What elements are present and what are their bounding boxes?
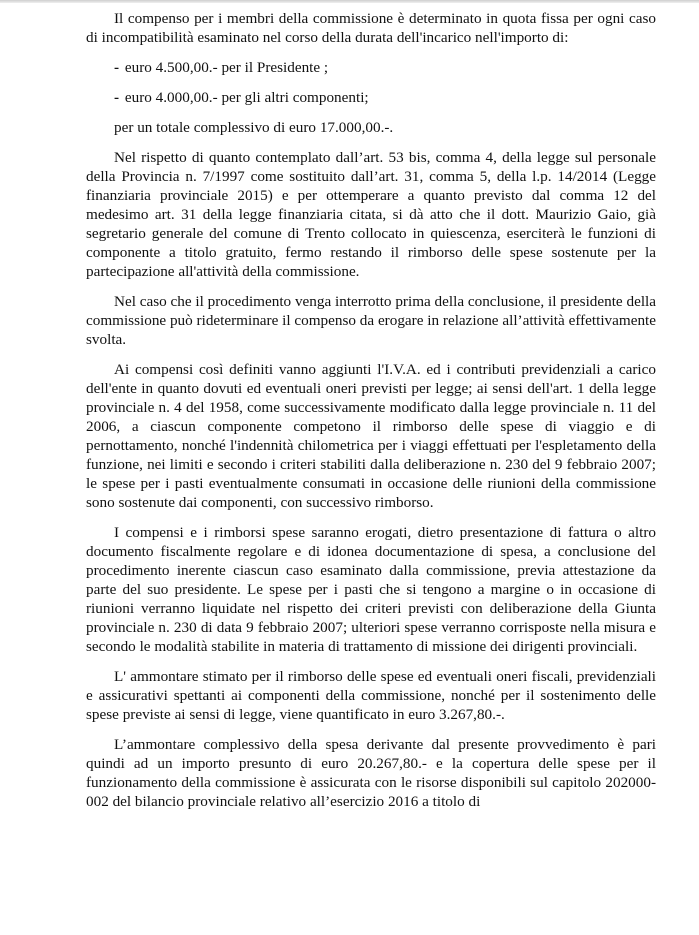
list-bullet: - xyxy=(114,89,120,106)
paragraph-art-53-bis: Nel rispetto di quanto contemplato dall’art. 53 bis, comma 4, della legge sul personale della Provincia n. 7/1997 come sostituito dall’art. 31, comma 5, della l.p. 14/2014 (Legge finanziaria provinciale 2015) e per ottemperare a quanto previsto dal comma 12 del medesimo art. 31 della legge finanziaria citata, si dà atto che il dott. Maurizio Gaio, già segretario generale del comune di Trento collocato in quiescenza, eserciterà le funzioni di componente a titolo gratuito, fermo restando il rimborso delle spese sostenute per la partecipazione all'attività della commissione. xyxy=(86,149,656,280)
list-item-componenti xyxy=(86,88,656,107)
document-page xyxy=(86,9,656,811)
list-item-text: euro 4.000,00.- per gli altri componenti; xyxy=(124,89,369,106)
paragraph-interruzione: Nel caso che il procedimento venga interrotto prima della conclusione, il presidente della commissione può rideterminare il compenso da erogare in relazione all’attività effettivamente svolta. xyxy=(86,293,656,348)
paragraph-erogazione: I compensi e i rimborsi spese saranno erogati, dietro presentazione di fattura o altro documento fiscalmente regolare e di idonea documentazione di spesa, a conclusione del procedimento inerente ciascun caso esaminato dalla commissione, previa attestazione da parte del suo presidente. Le spese per i pasti che si tengono a margine o in occasione di riunioni verranno liquidate nel rispetto dei criteri previsti con deliberazione della Giunta provinciale n. 230 di data 9 febbraio 2007; ulteriori spese verranno corrisposte nella misura e secondo le modalità stabilite in materia di trattamento di missione dei dirigenti provinciali. xyxy=(86,524,656,655)
paragraph-iva-rimborsi: Ai compensi così definiti vanno aggiunti l'I.V.A. ed i contributi previdenziali a carico dell'ente in quanto dovuti ed eventuali oneri previsti per legge; ai sensi dell'art. 1 della legge provinciale n. 4 del 1958, come successivamente modificato dalla legge provinciale n. 11 del 2006, a ciascun componente competono il rimborso delle spese di viaggio e di pernottamento, nonché l'indennità chilometrica per i viaggi effettuati per l'espletamento della funzione, nei limiti e secondo i criteri stabiliti dalla deliberazione n. 230 del 9 febbraio 2007; le spese per i pasti eventualmente consumati in occasione delle riunioni della commissione sono sostenute dai componenti, con successivo rimborso. xyxy=(86,361,656,511)
viewer-top-edge xyxy=(0,0,699,3)
paragraph-ammontare-complessivo: L’ammontare complessivo della spesa derivante dal presente provvedimento è pari quindi ad un importo presunto di euro 20.267,80.- e la copertura delle spese per il funzionamento della commissione è assicurata con le risorse disponibili sul capitolo 202000-002 del bilancio provinciale relativo all’esercizio 2016 a titolo di xyxy=(86,736,656,810)
total-line: per un totale complessivo di euro 17.000,00.-. xyxy=(114,119,394,136)
list-item-text: euro 4.500,00.- per il Presidente ; xyxy=(124,59,329,76)
list-item-presidente xyxy=(86,58,656,77)
list-bullet: - xyxy=(114,59,120,76)
paragraph-compenso: Il compenso per i membri della commissione è determinato in quota fissa per ogni caso di incompatibilità esaminato nel corso della durata dell'incarico nell'importo di: xyxy=(86,10,656,46)
paragraph-ammontare-stimato: L' ammontare stimato per il rimborso delle spese ed eventuali oneri fiscali, previdenziali e assicurativi spettanti ai componenti della commissione, nonché per il sostenimento delle spese previste ai sensi di legge, viene quantificato in euro 3.267,80.-. xyxy=(86,668,656,723)
